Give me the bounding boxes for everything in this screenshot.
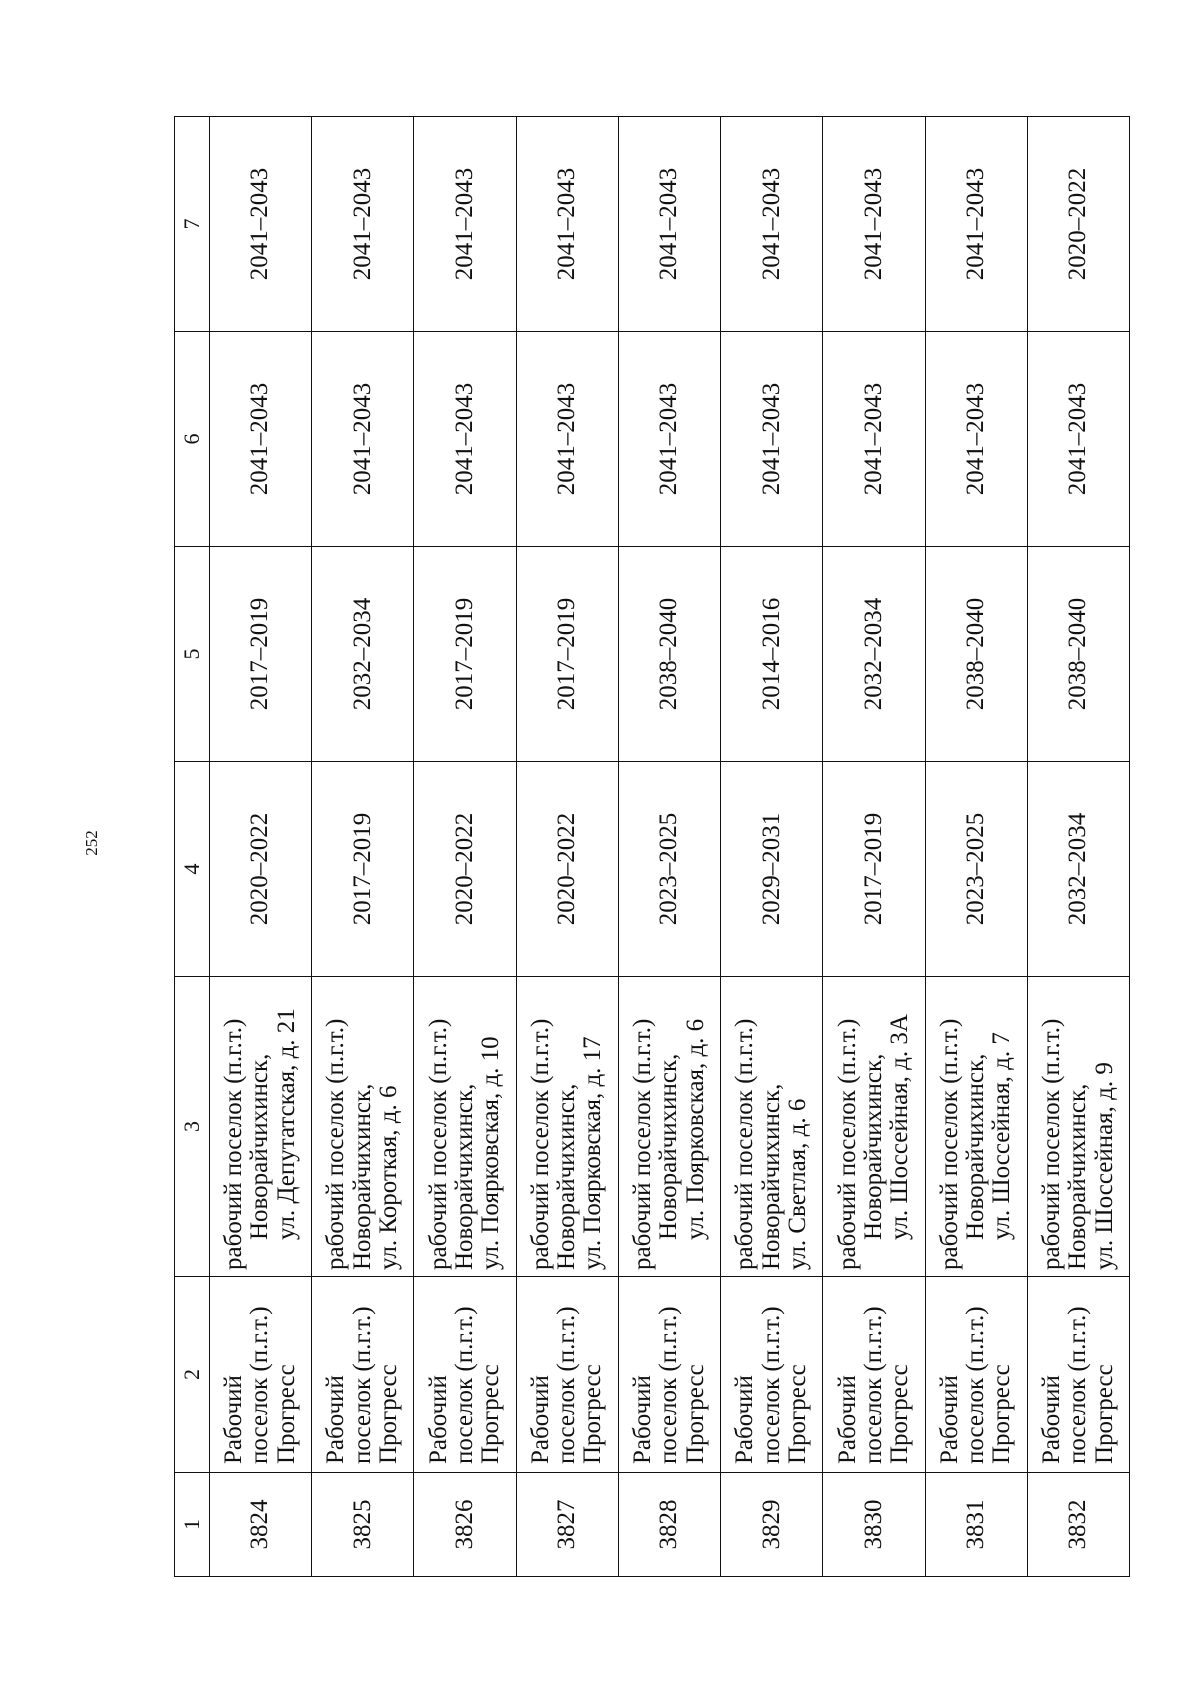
period-cell-6: 2041–2043 <box>721 332 823 547</box>
address-cell <box>618 977 720 1277</box>
address-line: Новорайчихинск, <box>859 1053 887 1240</box>
period-cell-6: 2041–2043 <box>1027 332 1129 547</box>
address-line: Новорайчихинск, <box>962 1053 990 1240</box>
period-cell-6: 2041–2043 <box>414 332 516 547</box>
row-number: 3826 <box>414 1473 516 1577</box>
period-cell-7: 2041–2043 <box>516 117 618 332</box>
settlement-cell: Рабочий поселок (п.г.т.) Прогресс <box>925 1277 1027 1473</box>
table-row <box>414 117 516 1577</box>
address-line: ул. Поярковская, д. 17 <box>579 1036 607 1270</box>
table-row <box>823 117 925 1577</box>
row-number: 3825 <box>312 1473 414 1577</box>
period-cell-7: 2020–2022 <box>1027 117 1129 332</box>
address-line: рабочий поселок (п.г.т.) <box>731 1018 759 1270</box>
page-number: 252 <box>82 830 101 856</box>
address-line: ул. Короткая, д. 6 <box>374 1085 402 1270</box>
period-cell-6: 2041–2043 <box>312 332 414 547</box>
address-cell <box>1027 977 1129 1277</box>
address-line: рабочий поселок (п.г.т.) <box>1038 1018 1065 1270</box>
row-number: 3831 <box>925 1473 1027 1577</box>
period-cell-4: 2020–2022 <box>210 762 312 977</box>
period-cell-7: 2041–2043 <box>925 117 1027 332</box>
address-cell <box>210 977 312 1277</box>
period-cell-7: 2041–2043 <box>210 117 312 332</box>
column-header-2: 2 <box>175 1277 210 1473</box>
row-number: 3828 <box>618 1473 720 1577</box>
period-cell-5: 2038–2040 <box>618 547 720 762</box>
table-row <box>210 117 312 1577</box>
column-header-3: 3 <box>175 977 210 1277</box>
address-cell <box>312 977 414 1277</box>
address-line: рабочий поселок (п.г.т.) <box>935 1018 963 1270</box>
settlement-cell: Рабочий поселок (п.г.т.) Прогресс <box>618 1277 720 1473</box>
period-cell-6: 2041–2043 <box>823 332 925 547</box>
table-row <box>618 117 720 1577</box>
address-cell <box>721 977 823 1277</box>
period-cell-4: 2032–2034 <box>1027 762 1129 977</box>
address-line: Новорайчихинск, <box>655 1053 683 1240</box>
period-cell-5: 2017–2019 <box>210 547 312 762</box>
address-line: Новорайчихинск, <box>246 1053 274 1240</box>
address-cell <box>414 977 516 1277</box>
period-cell-5: 2017–2019 <box>516 547 618 762</box>
column-header-4: 4 <box>175 762 210 977</box>
address-line: Новорайчихинск, <box>348 1083 376 1270</box>
address-line: рабочий поселок (п.г.т.) <box>629 1018 657 1270</box>
rotated-table-container <box>174 117 1130 1577</box>
period-cell-4: 2023–2025 <box>925 762 1027 977</box>
settlement-cell: Рабочий поселок (п.г.т.) Прогресс <box>414 1277 516 1473</box>
table-row <box>516 117 618 1577</box>
settlement-cell: Рабочий поселок (п.г.т.) Прогресс <box>210 1277 312 1473</box>
period-cell-5: 2038–2040 <box>1027 547 1129 762</box>
period-cell-7: 2041–2043 <box>618 117 720 332</box>
settlement-cell: Рабочий поселок (п.г.т.) Прогресс <box>312 1277 414 1473</box>
address-line: ул. Депутатская, д. 21 <box>272 1008 300 1240</box>
settlement-cell: Рабочий поселок (п.г.т.) Прогресс <box>516 1277 618 1473</box>
address-line: ул. Поярковская, д. 10 <box>477 1036 505 1270</box>
period-cell-6: 2041–2043 <box>210 332 312 547</box>
table-header-row <box>175 117 210 1577</box>
settlement-cell: Рабочий поселок (п.г.т.) Прогресс <box>721 1277 823 1473</box>
period-cell-4: 2017–2019 <box>823 762 925 977</box>
address-line: Новорайчихинск, <box>757 1083 785 1270</box>
table-row <box>721 117 823 1577</box>
period-cell-7: 2041–2043 <box>823 117 925 332</box>
address-cell <box>823 977 925 1277</box>
address-cell <box>516 977 618 1277</box>
address-line: ул. Поярковская, д. 6 <box>681 1018 709 1240</box>
row-number: 3830 <box>823 1473 925 1577</box>
table-row <box>312 117 414 1577</box>
column-header-1: 1 <box>175 1473 210 1577</box>
address-line: Новорайчихинск, <box>450 1083 478 1270</box>
column-header-5: 5 <box>175 547 210 762</box>
period-cell-6: 2041–2043 <box>925 332 1027 547</box>
settlement-cell: Рабочий поселок (п.г.т.) Прогресс <box>1027 1277 1129 1473</box>
period-cell-4: 2020–2022 <box>516 762 618 977</box>
settlement-cell: Рабочий поселок (п.г.т.) Прогресс <box>823 1277 925 1473</box>
address-line: ул. Шоссейная, д. 3А <box>886 1014 914 1240</box>
period-cell-7: 2041–2043 <box>312 117 414 332</box>
period-cell-4: 2029–2031 <box>721 762 823 977</box>
period-cell-5: 2017–2019 <box>414 547 516 762</box>
address-line: рабочий поселок (п.г.т.) <box>833 1018 861 1270</box>
period-cell-7: 2041–2043 <box>721 117 823 332</box>
address-line: рабочий поселок (п.г.т.) <box>322 1018 350 1270</box>
period-cell-7: 2041–2043 <box>414 117 516 332</box>
address-line: ул. Шоссейная, д. 7 <box>988 1032 1016 1240</box>
table-row <box>925 117 1027 1577</box>
period-cell-4: 2017–2019 <box>312 762 414 977</box>
period-cell-5: 2014–2016 <box>721 547 823 762</box>
row-number: 3827 <box>516 1473 618 1577</box>
address-line: рабочий поселок (п.г.т.) <box>220 1018 248 1270</box>
row-number: 3832 <box>1027 1473 1129 1577</box>
column-header-6: 6 <box>175 332 210 547</box>
period-cell-5: 2038–2040 <box>925 547 1027 762</box>
address-line: рабочий поселок (п.г.т.) <box>424 1018 452 1270</box>
address-line: рабочий поселок (п.г.т.) <box>526 1018 554 1270</box>
address-line: ул. Шоссейная, д. 9 <box>1090 1062 1118 1270</box>
column-header-7: 7 <box>175 117 210 332</box>
address-line: Новорайчихинск, <box>1064 1083 1092 1270</box>
period-cell-6: 2041–2043 <box>618 332 720 547</box>
row-number: 3824 <box>210 1473 312 1577</box>
address-line: ул. Светлая, д. 6 <box>783 1098 811 1270</box>
table-row <box>1027 117 1129 1577</box>
period-cell-5: 2032–2034 <box>312 547 414 762</box>
period-cell-4: 2023–2025 <box>618 762 720 977</box>
address-cell <box>925 977 1027 1277</box>
row-number: 3829 <box>721 1473 823 1577</box>
period-cell-4: 2020–2022 <box>414 762 516 977</box>
period-cell-5: 2032–2034 <box>823 547 925 762</box>
period-cell-6: 2041–2043 <box>516 332 618 547</box>
address-line: Новорайчихинск, <box>553 1083 581 1270</box>
housing-schedule-table <box>174 116 1130 1577</box>
